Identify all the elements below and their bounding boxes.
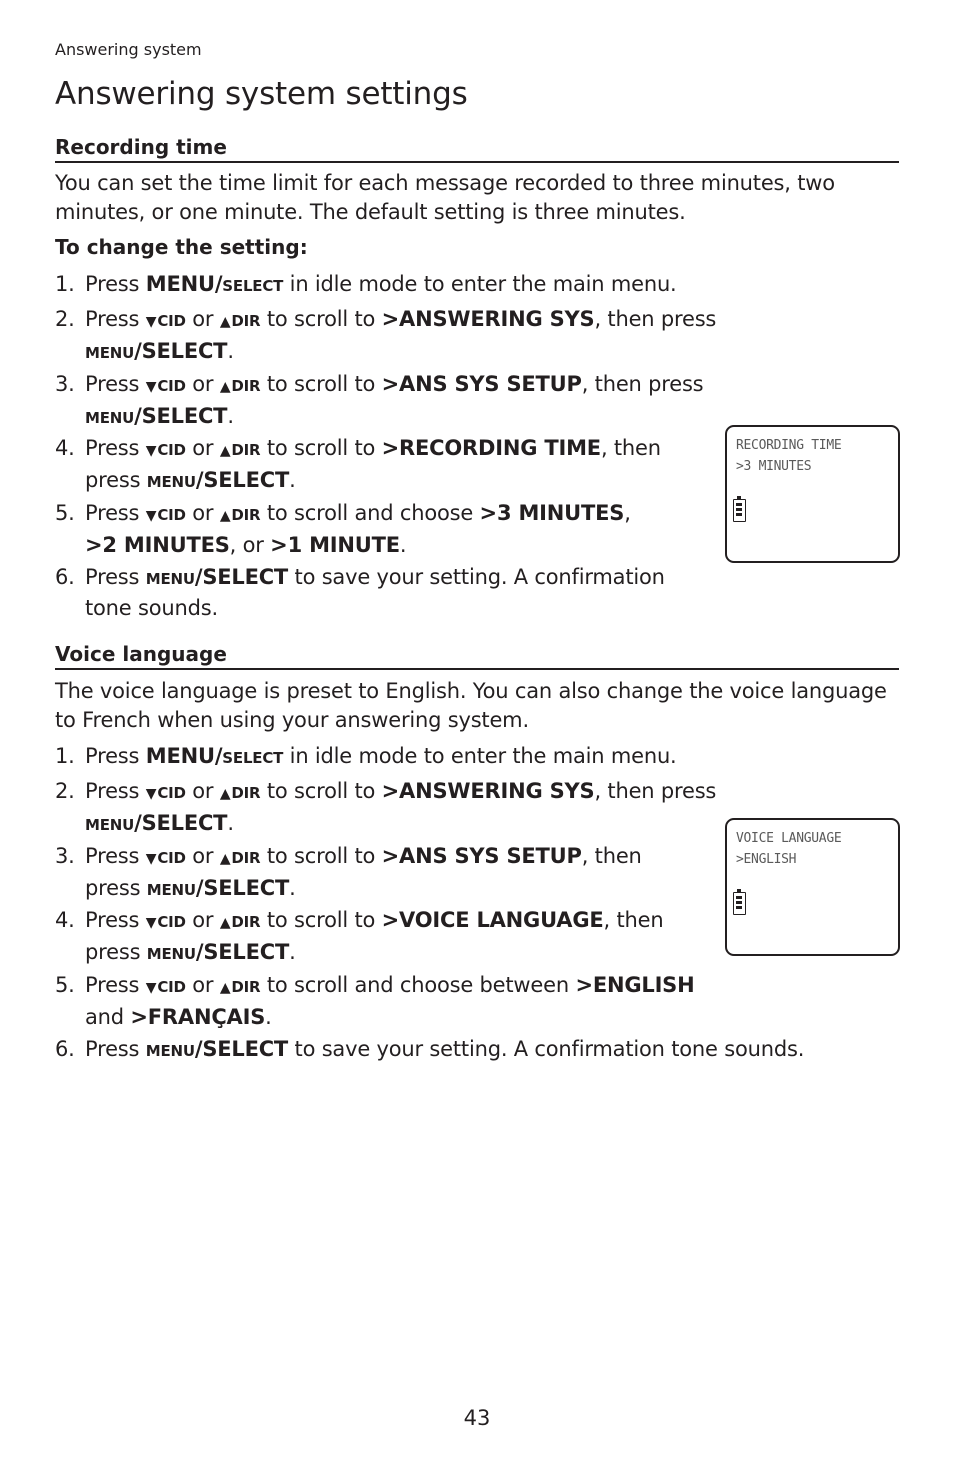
recording-time-screen <box>725 425 900 563</box>
key-label: >FRANÇAIS <box>130 1005 266 1029</box>
step-line <box>85 906 663 938</box>
step-fragment: to save your setting. A confirmation tone sounds. <box>288 1037 805 1061</box>
step-line <box>85 337 716 368</box>
step-number: 6. <box>55 1037 75 1061</box>
key-label: DIR <box>231 849 261 867</box>
step-text <box>85 1035 804 1066</box>
step-fragment: to scroll to <box>260 436 382 460</box>
step-fragment: , then press <box>594 779 717 803</box>
step-fragment: or <box>185 844 220 868</box>
step-text <box>85 563 665 623</box>
step-fragment: to scroll to <box>260 779 382 803</box>
step-number: 5. <box>55 501 75 525</box>
step-fragment: or <box>185 307 220 331</box>
battery-icon <box>733 499 746 522</box>
step-fragment: Press <box>85 372 146 396</box>
step-number: 1. <box>55 272 75 296</box>
step-item <box>55 777 716 840</box>
step-fragment: , then <box>581 844 642 868</box>
step-fragment: to scroll and choose between <box>260 973 576 997</box>
step-fragment: or <box>185 779 220 803</box>
key-label: MENU <box>85 409 135 427</box>
key-label: /SELECT <box>195 940 290 964</box>
step-text <box>85 777 716 840</box>
step-item <box>55 305 716 368</box>
step-fragment: or <box>185 372 220 396</box>
step-number: 6. <box>55 565 75 589</box>
key-label: /SELECT <box>195 468 290 492</box>
key-label: CID <box>157 978 186 996</box>
change-setting-subhead: To change the setting: <box>55 235 308 259</box>
step-fragment: . <box>289 876 296 900</box>
key-label: CID <box>157 784 186 802</box>
step-line <box>85 971 695 1003</box>
step-fragment: Press <box>85 272 146 296</box>
down-arrow-icon: ▼ <box>145 915 157 931</box>
step-fragment: , then <box>600 436 661 460</box>
up-arrow-icon: ▲ <box>219 915 231 931</box>
up-arrow-icon: ▲ <box>219 980 231 996</box>
step-line <box>85 434 661 466</box>
page-header-label: Answering system <box>55 40 202 59</box>
key-label: MENU <box>85 344 135 362</box>
step-number: 1. <box>55 744 75 768</box>
step-text <box>85 906 663 969</box>
page-number: 43 <box>463 1406 491 1430</box>
step-line <box>85 742 677 773</box>
key-label: MENU <box>145 570 195 588</box>
down-arrow-icon: ▼ <box>145 379 157 395</box>
screen-line-2: >3 MINUTES <box>736 459 812 474</box>
key-label: MENU/ <box>145 272 223 296</box>
key-label: MENU/ <box>145 744 223 768</box>
voice-language-screen <box>725 818 900 956</box>
down-arrow-icon: ▼ <box>145 508 157 524</box>
step-line <box>85 842 642 874</box>
step-item <box>55 742 677 773</box>
step-fragment: . <box>399 533 407 557</box>
up-arrow-icon: ▲ <box>219 314 231 330</box>
step-item <box>55 971 695 1032</box>
key-label: SELECT <box>222 277 284 295</box>
voice-language-heading: Voice language <box>55 642 899 670</box>
step-fragment: to scroll to <box>260 372 382 396</box>
step-line <box>85 1035 804 1066</box>
up-arrow-icon: ▲ <box>219 379 231 395</box>
step-fragment: . <box>227 811 234 835</box>
voice-language-intro: The voice language is preset to English. You can also change the voice language to French when using your answering system. <box>55 679 887 732</box>
step-line <box>85 938 663 969</box>
step-fragment: Press <box>85 436 146 460</box>
up-arrow-icon: ▲ <box>219 443 231 459</box>
step-fragment: tone sounds. <box>85 596 218 620</box>
step-text <box>85 370 703 433</box>
step-line <box>85 594 665 623</box>
page-title: Answering system settings <box>55 76 468 112</box>
step-line <box>85 1003 695 1032</box>
key-label: CID <box>157 849 186 867</box>
key-label: /SELECT <box>194 1037 289 1061</box>
step-fragment: , then press <box>594 307 717 331</box>
step-line <box>85 370 703 402</box>
step-fragment: to scroll and choose <box>260 501 480 525</box>
step-text <box>85 305 716 368</box>
key-label: MENU <box>145 1042 195 1060</box>
step-fragment: . <box>227 339 234 363</box>
key-label: MENU <box>146 881 196 899</box>
step-text <box>85 971 695 1032</box>
step-fragment: to scroll to <box>260 844 382 868</box>
step-fragment: . <box>289 468 296 492</box>
recording-time-intro: You can set the time limit for each message recorded to three minutes, two minutes, or one minute. The default setting is three minutes. <box>55 171 835 224</box>
down-arrow-icon: ▼ <box>145 980 157 996</box>
step-line <box>85 466 661 497</box>
step-fragment: and <box>85 1005 131 1029</box>
step-fragment: to save your setting. A confirmation <box>288 565 665 589</box>
recording-time-heading: Recording time <box>55 135 899 163</box>
key-label: MENU <box>85 816 135 834</box>
step-line <box>85 777 716 809</box>
step-fragment: , or <box>229 533 271 557</box>
up-arrow-icon: ▲ <box>219 786 231 802</box>
step-fragment: . <box>227 404 234 428</box>
step-item <box>55 434 661 497</box>
step-number: 4. <box>55 436 75 460</box>
step-fragment: to scroll to <box>260 908 382 932</box>
key-label: CID <box>157 913 186 931</box>
key-label: MENU <box>146 945 196 963</box>
step-item <box>55 499 631 560</box>
down-arrow-icon: ▼ <box>145 443 157 459</box>
key-label: /SELECT <box>134 811 228 835</box>
step-fragment: Press <box>85 1037 146 1061</box>
key-label: /SELECT <box>194 565 289 589</box>
step-line <box>85 563 665 594</box>
step-fragment: Press <box>85 779 146 803</box>
step-fragment: press <box>85 468 147 492</box>
step-line <box>85 531 631 560</box>
step-fragment: . <box>289 940 296 964</box>
step-fragment: or <box>185 501 220 525</box>
step-number: 2. <box>55 307 75 331</box>
step-text <box>85 434 661 497</box>
down-arrow-icon: ▼ <box>145 314 157 330</box>
step-fragment: or <box>185 973 220 997</box>
step-fragment: . <box>265 1005 272 1029</box>
key-label: >ANS SYS SETUP <box>381 372 582 396</box>
step-item <box>55 270 677 301</box>
step-fragment: , then press <box>581 372 704 396</box>
key-label: >ANS SYS SETUP <box>381 844 582 868</box>
step-item <box>55 370 703 433</box>
step-fragment: Press <box>85 973 146 997</box>
step-fragment: Press <box>85 565 146 589</box>
step-fragment: , then <box>603 908 664 932</box>
key-label: DIR <box>231 441 261 459</box>
screen-line-1: RECORDING TIME <box>736 438 842 453</box>
step-line <box>85 499 631 531</box>
key-label: /SELECT <box>195 876 290 900</box>
step-line <box>85 305 716 337</box>
step-text <box>85 842 642 905</box>
step-line <box>85 809 716 840</box>
step-text <box>85 499 631 560</box>
step-item <box>55 906 663 969</box>
key-label: SELECT <box>222 749 284 767</box>
step-fragment: press <box>85 876 147 900</box>
step-line <box>85 270 677 301</box>
step-item <box>55 563 665 623</box>
down-arrow-icon: ▼ <box>145 851 157 867</box>
step-fragment: in idle mode to enter the main menu. <box>283 744 677 768</box>
key-label: DIR <box>231 913 261 931</box>
step-fragment: or <box>185 908 220 932</box>
step-item <box>55 1035 804 1066</box>
step-number: 3. <box>55 372 75 396</box>
key-label: >3 MINUTES <box>479 501 625 525</box>
step-fragment: press <box>85 940 147 964</box>
key-label: >VOICE LANGUAGE <box>381 908 604 932</box>
key-label: >RECORDING TIME <box>381 436 601 460</box>
step-fragment: Press <box>85 908 146 932</box>
step-fragment: to scroll to <box>260 307 382 331</box>
key-label: CID <box>157 377 186 395</box>
key-label: DIR <box>231 312 261 330</box>
step-number: 5. <box>55 973 75 997</box>
step-fragment: Press <box>85 501 146 525</box>
step-text <box>85 270 677 301</box>
step-fragment: Press <box>85 844 146 868</box>
up-arrow-icon: ▲ <box>219 851 231 867</box>
key-label: DIR <box>231 506 261 524</box>
key-label: /SELECT <box>134 404 228 428</box>
step-number: 2. <box>55 779 75 803</box>
screen-line-1: VOICE LANGUAGE <box>736 831 842 846</box>
key-label: >1 MINUTE <box>270 533 400 557</box>
step-fragment: Press <box>85 744 146 768</box>
step-number: 4. <box>55 908 75 932</box>
key-label: DIR <box>231 784 261 802</box>
key-label: >2 MINUTES <box>85 533 230 557</box>
step-fragment: Press <box>85 307 146 331</box>
key-label: DIR <box>231 978 261 996</box>
step-text <box>85 742 677 773</box>
key-label: >ANSWERING SYS <box>381 307 595 331</box>
down-arrow-icon: ▼ <box>145 786 157 802</box>
key-label: DIR <box>231 377 261 395</box>
step-fragment: or <box>185 436 220 460</box>
key-label: CID <box>157 441 186 459</box>
step-fragment: , <box>624 501 631 525</box>
screen-line-2: >ENGLISH <box>736 852 797 867</box>
key-label: CID <box>157 312 186 330</box>
key-label: MENU <box>146 473 196 491</box>
step-number: 3. <box>55 844 75 868</box>
step-item <box>55 842 642 905</box>
battery-icon <box>733 892 746 915</box>
key-label: CID <box>157 506 186 524</box>
step-line <box>85 402 703 433</box>
key-label: /SELECT <box>134 339 228 363</box>
key-label: >ANSWERING SYS <box>381 779 595 803</box>
up-arrow-icon: ▲ <box>219 508 231 524</box>
step-fragment: in idle mode to enter the main menu. <box>283 272 677 296</box>
step-line <box>85 874 642 905</box>
key-label: >ENGLISH <box>575 973 695 997</box>
